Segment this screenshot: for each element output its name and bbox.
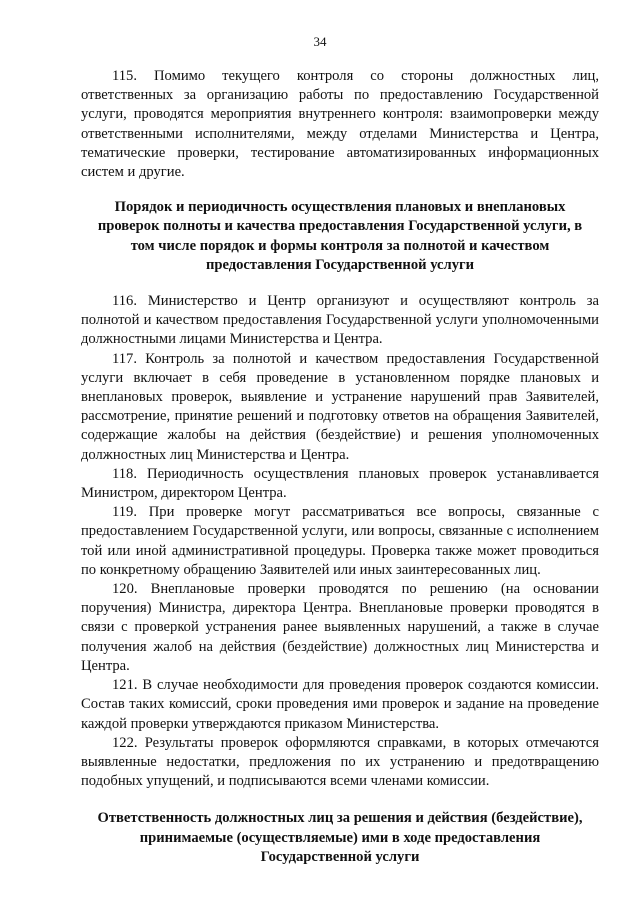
paragraph-119: 119. При проверке могут рассматриваться все вопросы, связанные с предоставлением Государственной услуги, или вопросы, связанные с исполнением той или иной административной процедуры. Проверка также может проводиться по конкретному обращению Заявителей или иных заинтересованных лиц. [81, 504, 599, 578]
page-number: 34 [313, 34, 327, 49]
paragraph-116: 116. Министерство и Центр организуют и осуществляют контроль за полнотой и качеством предоставления Государственной услуги уполномоченными должностными лицами Министерства и Центра. [81, 293, 599, 348]
section-heading-inspections: Порядок и периодичность осуществления плановых и внеплановых проверок полноты и качества предоставления Государственной услуги, в том числе порядок и формы контроля за полнотой и качеством предоставления Государственной услуги [97, 199, 583, 273]
section-heading-responsibility: Ответственность должностных лиц за решения и действия (бездействие), принимаемые (осуществляемые) ими в ходе предоставления Государственной услуги [97, 810, 583, 865]
paragraph-122: 122. Результаты проверок оформляются справками, в которых отмечаются выявленные недостатки, предложения по их устранению и предотвращению подобных упущений, и подписываются всеми членами комиссии. [81, 734, 599, 790]
paragraph-121: 121. В случае необходимости для проведения проверок создаются комиссии. Состав таких комиссий, сроки проведения ими проверок и задание на проведение каждой проверки утверждаются приказом Министерства. [81, 677, 599, 732]
paragraph-118: 118. Периодичность осуществления плановых проверок устанавливается Министром, директором Центра. [81, 465, 599, 502]
paragraph-120: 120. Внеплановые проверки проводятся по решению (на основании поручения) Министра, директора Центра. Внеплановые проверки проводятся в связи с проверкой устранения ранее выявленных нарушений, а также в случае получения жалоб на действия (бездействие) должностных лиц Министерства и Центра. [81, 581, 599, 674]
paragraph-115: 115. Помимо текущего контроля со стороны должностных лиц, ответственных за организацию работы по предоставлению Государственной услуги, проводятся мероприятия внутреннего контроля: взаимопроверки между ответственными исполнителями, между отделами Министерства и Центра, тематические проверки, тестирование автоматизированных информационных систем и другие. [81, 68, 599, 181]
page-content [81, 67, 599, 867]
paragraph-117: 117. Контроль за полнотой и качеством предоставления Государственной услуги включает в себя проведение в установленном порядке плановых и внеплановых проверок, выявление и устранение нарушений прав Заявителей, рассмотрение, принятие решений и подготовку ответов на обращения Заявителей, содержащие жалобы на действия (бездействие) и решения уполномоченных должностных лиц Министерства и Центра. [81, 350, 599, 463]
